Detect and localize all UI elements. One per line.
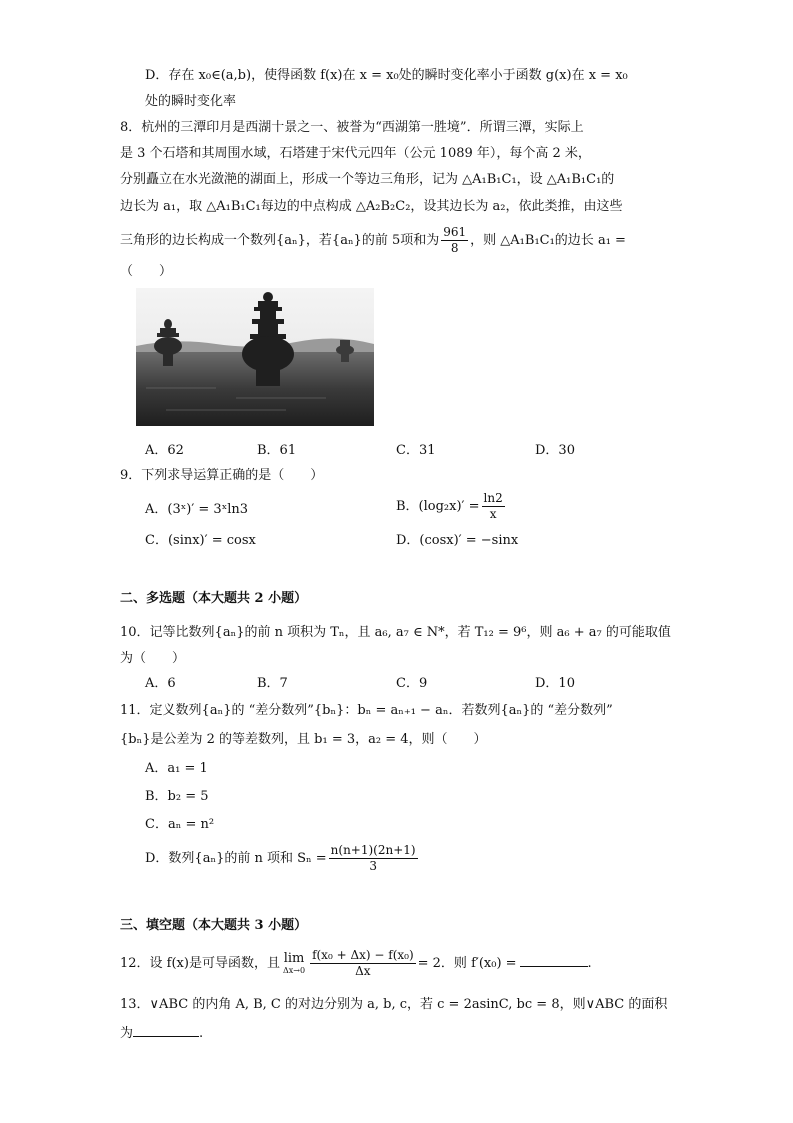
q8-line5-text-a: 三角形的边长构成一个数列{aₙ}，若{aₙ}的前 5项和为: [120, 233, 440, 248]
q8-stem-line1: 8．杭州的三潭印月是西湖十景之一、被誉为“西湖第一胜境”．所谓三潭，实际上: [120, 120, 584, 135]
q8-stem-line4: 边长为 a₁，取 △A₁B₁C₁每边的中点构成 △A₂B₂C₂，设其边长为 a₂，依此类推，由这些: [120, 199, 623, 214]
q11-stem-line1: 11．定义数列{aₙ}的 “差分数列”{bₙ}：bₙ = aₙ₊₁ − aₙ．若数列{aₙ}的 “差分数列”: [120, 703, 613, 718]
q8-option-c: C．31: [396, 443, 436, 458]
q9-option-b-numerator: ln2: [483, 491, 503, 505]
q8-stem-line2: 是 3 个石塔和其周围水域，石塔建于宋代元四年（公元 1089 年），每个高 2 米，: [120, 146, 591, 161]
q10-option-a: A．6: [145, 676, 176, 691]
q8-option-b: B．61: [257, 443, 297, 458]
q8-fraction-numerator: 961: [443, 225, 467, 239]
q11-option-c: C．aₙ = n²: [145, 817, 215, 832]
q7-option-d-line1: D．存在 x₀∈(a,b)，使得函数 f(x)在 x = x₀处的瞬时变化率小于函数 g(x)在 x = x₀: [145, 68, 628, 83]
q10-stem-line1: 10．记等比数列{aₙ}的前 n 项积为 Tₙ，且 a₆, a₇ ∈ N*，若 T₁₂ = 9⁶，则 a₆ + a₇ 的可能取值: [120, 625, 671, 640]
q9-option-a: A．(3ˣ)′ = 3ˣln3: [145, 502, 249, 517]
q13-stem-line2: [120, 1022, 203, 1044]
q8-line5-text-b: ，则 △A₁B₁C₁的边长 a₁ =: [470, 233, 626, 248]
q13-text-b: .: [199, 1026, 204, 1041]
q10-option-c: C．9: [396, 676, 428, 691]
q12-denominator: Δx: [355, 964, 371, 978]
q12-answer-blank[interactable]: [520, 952, 588, 967]
q12-stem: [120, 947, 592, 981]
q11-stem-line2: {bₙ}是公差为 2 的等差数列，且 b₁ = 3，a₂ = 4，则（ ）: [120, 732, 487, 747]
q8-option-a: A．62: [145, 443, 184, 458]
q8-option-d: D．30: [535, 443, 575, 458]
q10-option-d: D．10: [535, 676, 575, 691]
q9-option-c: C．(sinx)′ = cosx: [145, 533, 256, 548]
q12-numerator: f(x₀ + Δx) − f(x₀): [312, 948, 414, 962]
q9-option-b: [396, 490, 507, 524]
q8-fraction: [441, 225, 468, 256]
section-2-heading: 二、多选题（本大题共 2 小题）: [120, 591, 308, 606]
q11-option-b: B．b₂ = 5: [145, 789, 209, 804]
q9-option-b-fraction: [482, 491, 505, 522]
three-pools-pagoda-photo: [136, 288, 374, 426]
q10-option-b: B．7: [257, 676, 288, 691]
q11-option-d-numerator: n(n+1)(2n+1): [330, 843, 416, 857]
q9-option-b-text: B．(log₂x)′ =: [396, 499, 480, 514]
q13-stem-line1: 13．∨ABC 的内角 A, B, C 的对边分别为 a, b, c，若 c = 2asinC, bc = 8，则∨ABC 的面积: [120, 997, 668, 1012]
q12-text-end: .: [587, 956, 592, 971]
q8-fraction-denominator: 8: [450, 241, 459, 255]
q13-answer-blank[interactable]: [133, 1022, 199, 1037]
q11-option-d: [145, 842, 420, 876]
q12-lim: lim: [283, 950, 305, 966]
q11-option-a: A．a₁ = 1: [145, 761, 208, 776]
q10-stem-line2: 为（ ）: [120, 651, 186, 666]
q9-option-d: D．(cosx)′ = −sinx: [396, 533, 519, 548]
q12-lim-subscript: Δx→0: [282, 965, 306, 975]
q8-stem-line3: 分别矗立在水光潋滟的湖面上，形成一个等边三角形，记为 △A₁B₁C₁，设 △A₁B₁C₁的: [120, 172, 615, 187]
q11-option-d-fraction: [329, 843, 418, 874]
q12-text-b: = 2．则 f′(x₀) =: [417, 956, 517, 971]
q8-stem-line5: [120, 224, 626, 258]
q13-text-a: 为: [120, 1026, 134, 1041]
q12-limit: [283, 952, 305, 976]
q8-answer-paren: （ ）: [120, 264, 173, 279]
q11-option-d-denominator: 3: [369, 859, 377, 873]
q12-fraction: [310, 948, 416, 979]
q11-option-d-text: D．数列{aₙ}的前 n 项和 Sₙ =: [145, 851, 327, 866]
q9-option-b-denominator: x: [489, 507, 497, 521]
q12-text-a: 12．设 f(x)是可导函数，且: [120, 956, 280, 971]
q7-option-d-line2: 处的瞬时变化率: [145, 94, 237, 109]
section-3-heading: 三、填空题（本大题共 3 小题）: [120, 918, 308, 933]
q9-stem: 9．下列求导运算正确的是（ ）: [120, 468, 324, 483]
